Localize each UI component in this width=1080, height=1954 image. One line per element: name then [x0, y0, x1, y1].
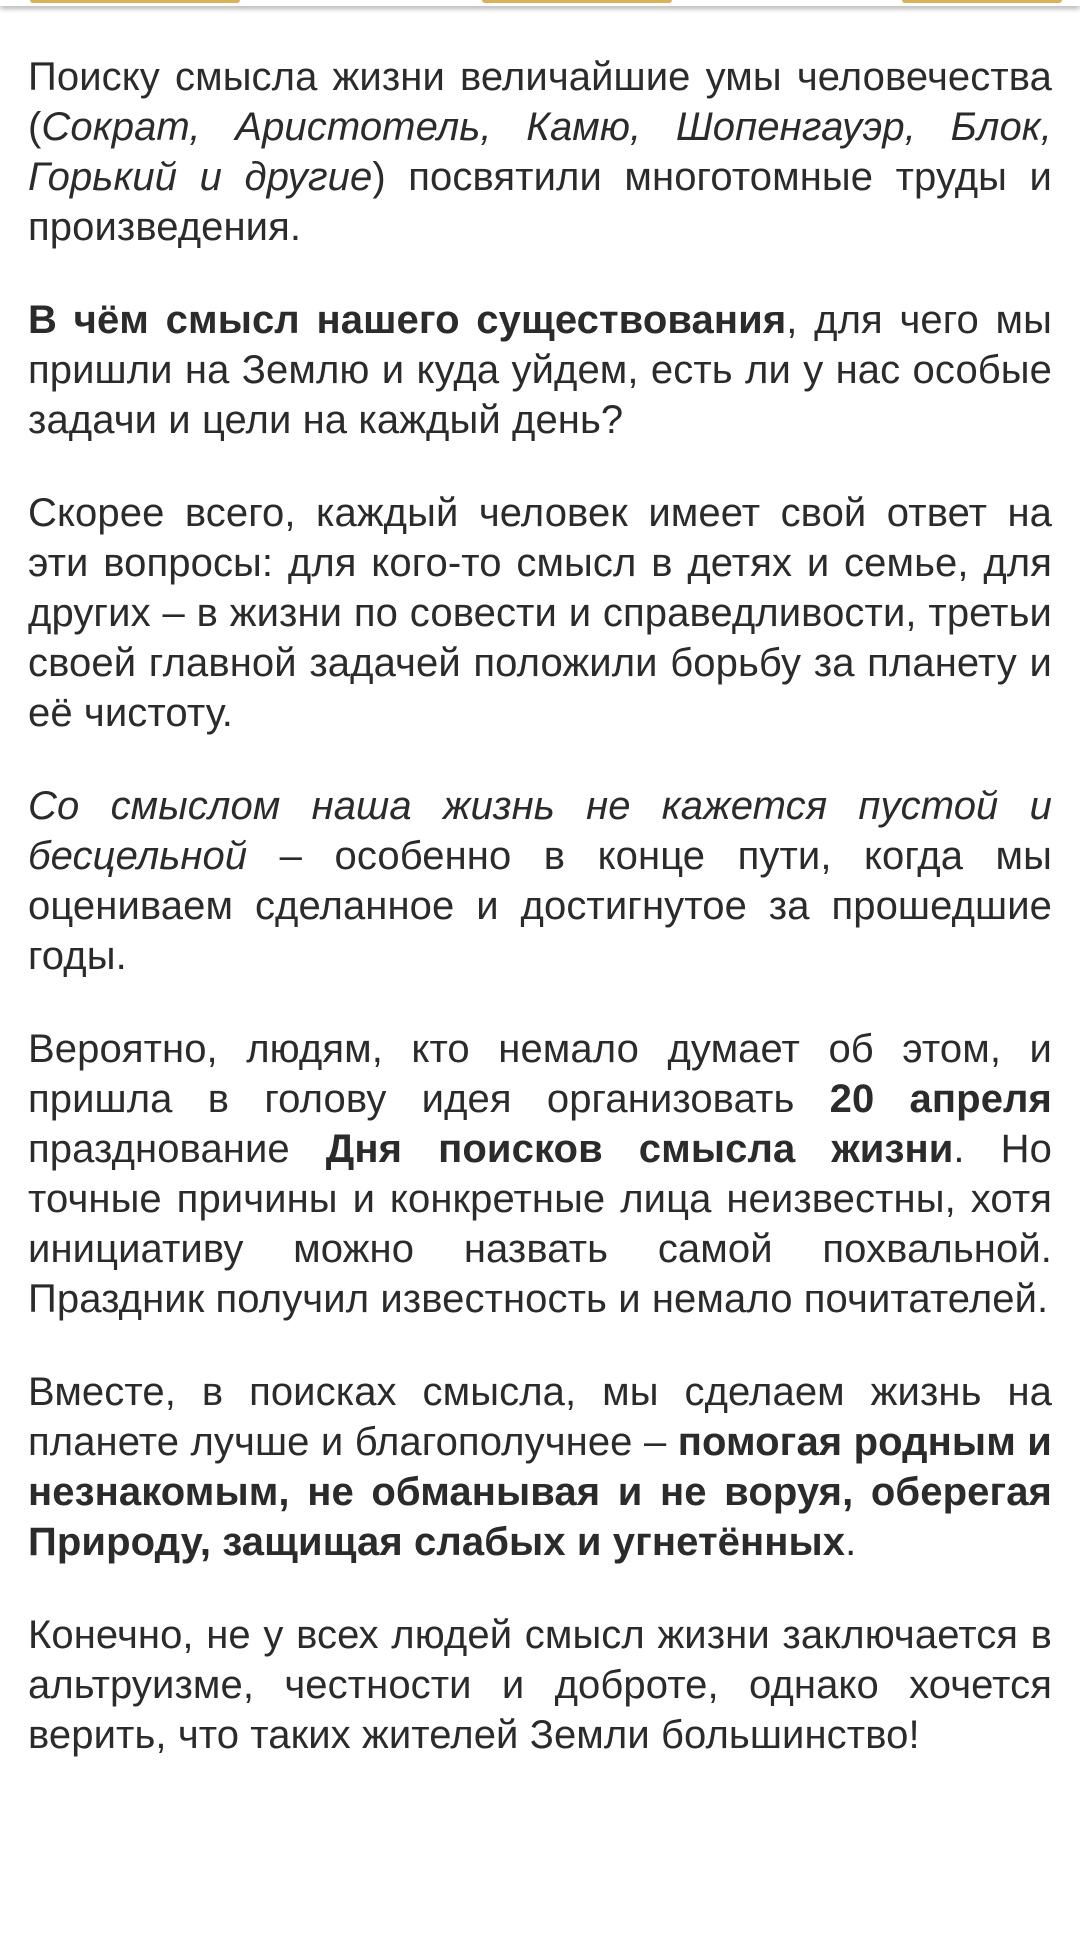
- paragraph-4: [28, 781, 1052, 981]
- paragraph-5-text: Вероятно, людям, кто немало думает об этом, и пришла в голову идея организовать: [28, 1027, 1052, 1121]
- paragraph-2: [28, 295, 1052, 445]
- holiday-name-bold: Дня поисков смысла жизни: [325, 1127, 954, 1171]
- meaning-question-bold: В чём смысл нашего существования: [28, 298, 787, 342]
- top-tab-center[interactable]: [482, 0, 672, 3]
- article-body: [28, 52, 1052, 1803]
- paragraph-6-text-end: .: [845, 1520, 857, 1564]
- paragraph-1: [28, 52, 1052, 252]
- meaning-life-italic: Со смыслом наша жизнь не кажется пустой и бесцельной: [28, 784, 1052, 878]
- good-deeds-bold: помогая родным и незнакомым, не обманывая и не воруя, оберегая Природу, защищая слабых и угнетённых: [28, 1420, 1052, 1564]
- paragraph-6-text: Вместе, в поисках смысла, мы сделаем жизнь на планете лучше и благополучнее –: [28, 1370, 1052, 1464]
- top-toolbar: [0, 0, 1080, 6]
- paragraph-1-text-end: ) посвятили многотомные труды и произведения.: [28, 155, 1052, 249]
- paragraph-5-text-3: . Но точные причины и конкретные лица неизвестны, хотя инициативу можно назвать самой похвальной. Праздник получил известность и немало почитателей.: [28, 1127, 1052, 1321]
- philosophers-list: Сократ, Аристотель, Камю, Шопенгауэр, Блок, Горький и другие: [28, 105, 1052, 199]
- paragraph-3: [28, 488, 1052, 738]
- paragraph-2-text: , для чего мы пришли на Землю и куда уйдем, есть ли у нас особые задачи и цели на каждый день?: [28, 298, 1052, 442]
- paragraph-3-text: Скорее всего, каждый человек имеет свой ответ на эти вопросы: для кого-то смысл в детях и семье, для других – в жизни по совести и справедливости, третьи своей главной задачей положили борьбу за планету и её чистоту.: [28, 491, 1052, 735]
- paragraph-7-text: Конечно, не у всех людей смысл жизни заключается в альтруизме, честности и доброте, однако хочется верить, что таких жителей Земли большинство!: [28, 1613, 1052, 1757]
- top-tab-left[interactable]: [30, 0, 240, 3]
- paragraph-1-text: Поиску смысла жизни величайшие умы человечества (: [28, 55, 1052, 149]
- top-tab-right[interactable]: [902, 0, 1062, 3]
- paragraph-5: [28, 1024, 1052, 1324]
- paragraph-7: [28, 1610, 1052, 1760]
- paragraph-5-text-2: празднование: [28, 1127, 326, 1171]
- holiday-date-bold: 20 апреля: [829, 1077, 1052, 1121]
- paragraph-6: [28, 1367, 1052, 1567]
- paragraph-4-text: – особенно в конце пути, когда мы оцениваем сделанное и достигнутое за прошедшие годы.: [28, 834, 1052, 978]
